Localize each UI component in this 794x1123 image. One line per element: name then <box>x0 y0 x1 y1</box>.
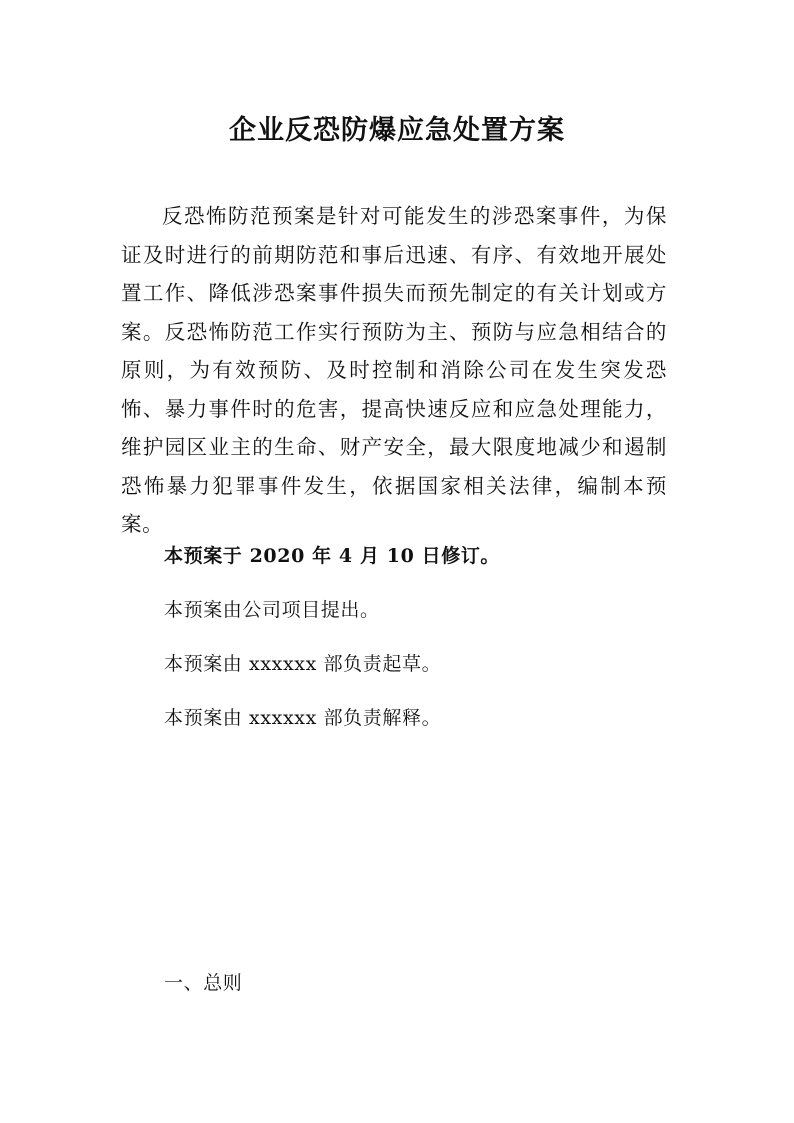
drafted-by-note: 本预案由 xxxxxx 部负责起草。 <box>164 653 442 675</box>
section-heading-general: 一、总则 <box>164 972 243 994</box>
interpreted-by-note: 本预案由 xxxxxx 部负责解释。 <box>164 707 442 729</box>
revision-note: 本预案于 2020 年 4 月 10 日修订。 <box>164 545 501 567</box>
document-title: 企业反恐防爆应急处置方案 <box>229 115 565 146</box>
proposed-by-note: 本预案由公司项目提出。 <box>164 599 380 621</box>
intro-paragraph: 反恐怖防范预案是针对可能发生的涉恐案事件，为保证及时进行的前期防范和事后迅速、有序、有效地开展处置工作、降低涉恐案事件损失而预先制定的有关计划或方案。反恐怖防范工作实行预防为主、预防与应急相结合的原则，为有效预防、及时控制和消除公司在发生突发恐怖、暴力事件时的危害，提高快速反应和应急处理能力，维护园区业主的生命、财产安全，最大限度地减少和遏制恐怖暴力犯罪事件发生，依据国家相关法律，编制本预案。 <box>121 204 667 536</box>
